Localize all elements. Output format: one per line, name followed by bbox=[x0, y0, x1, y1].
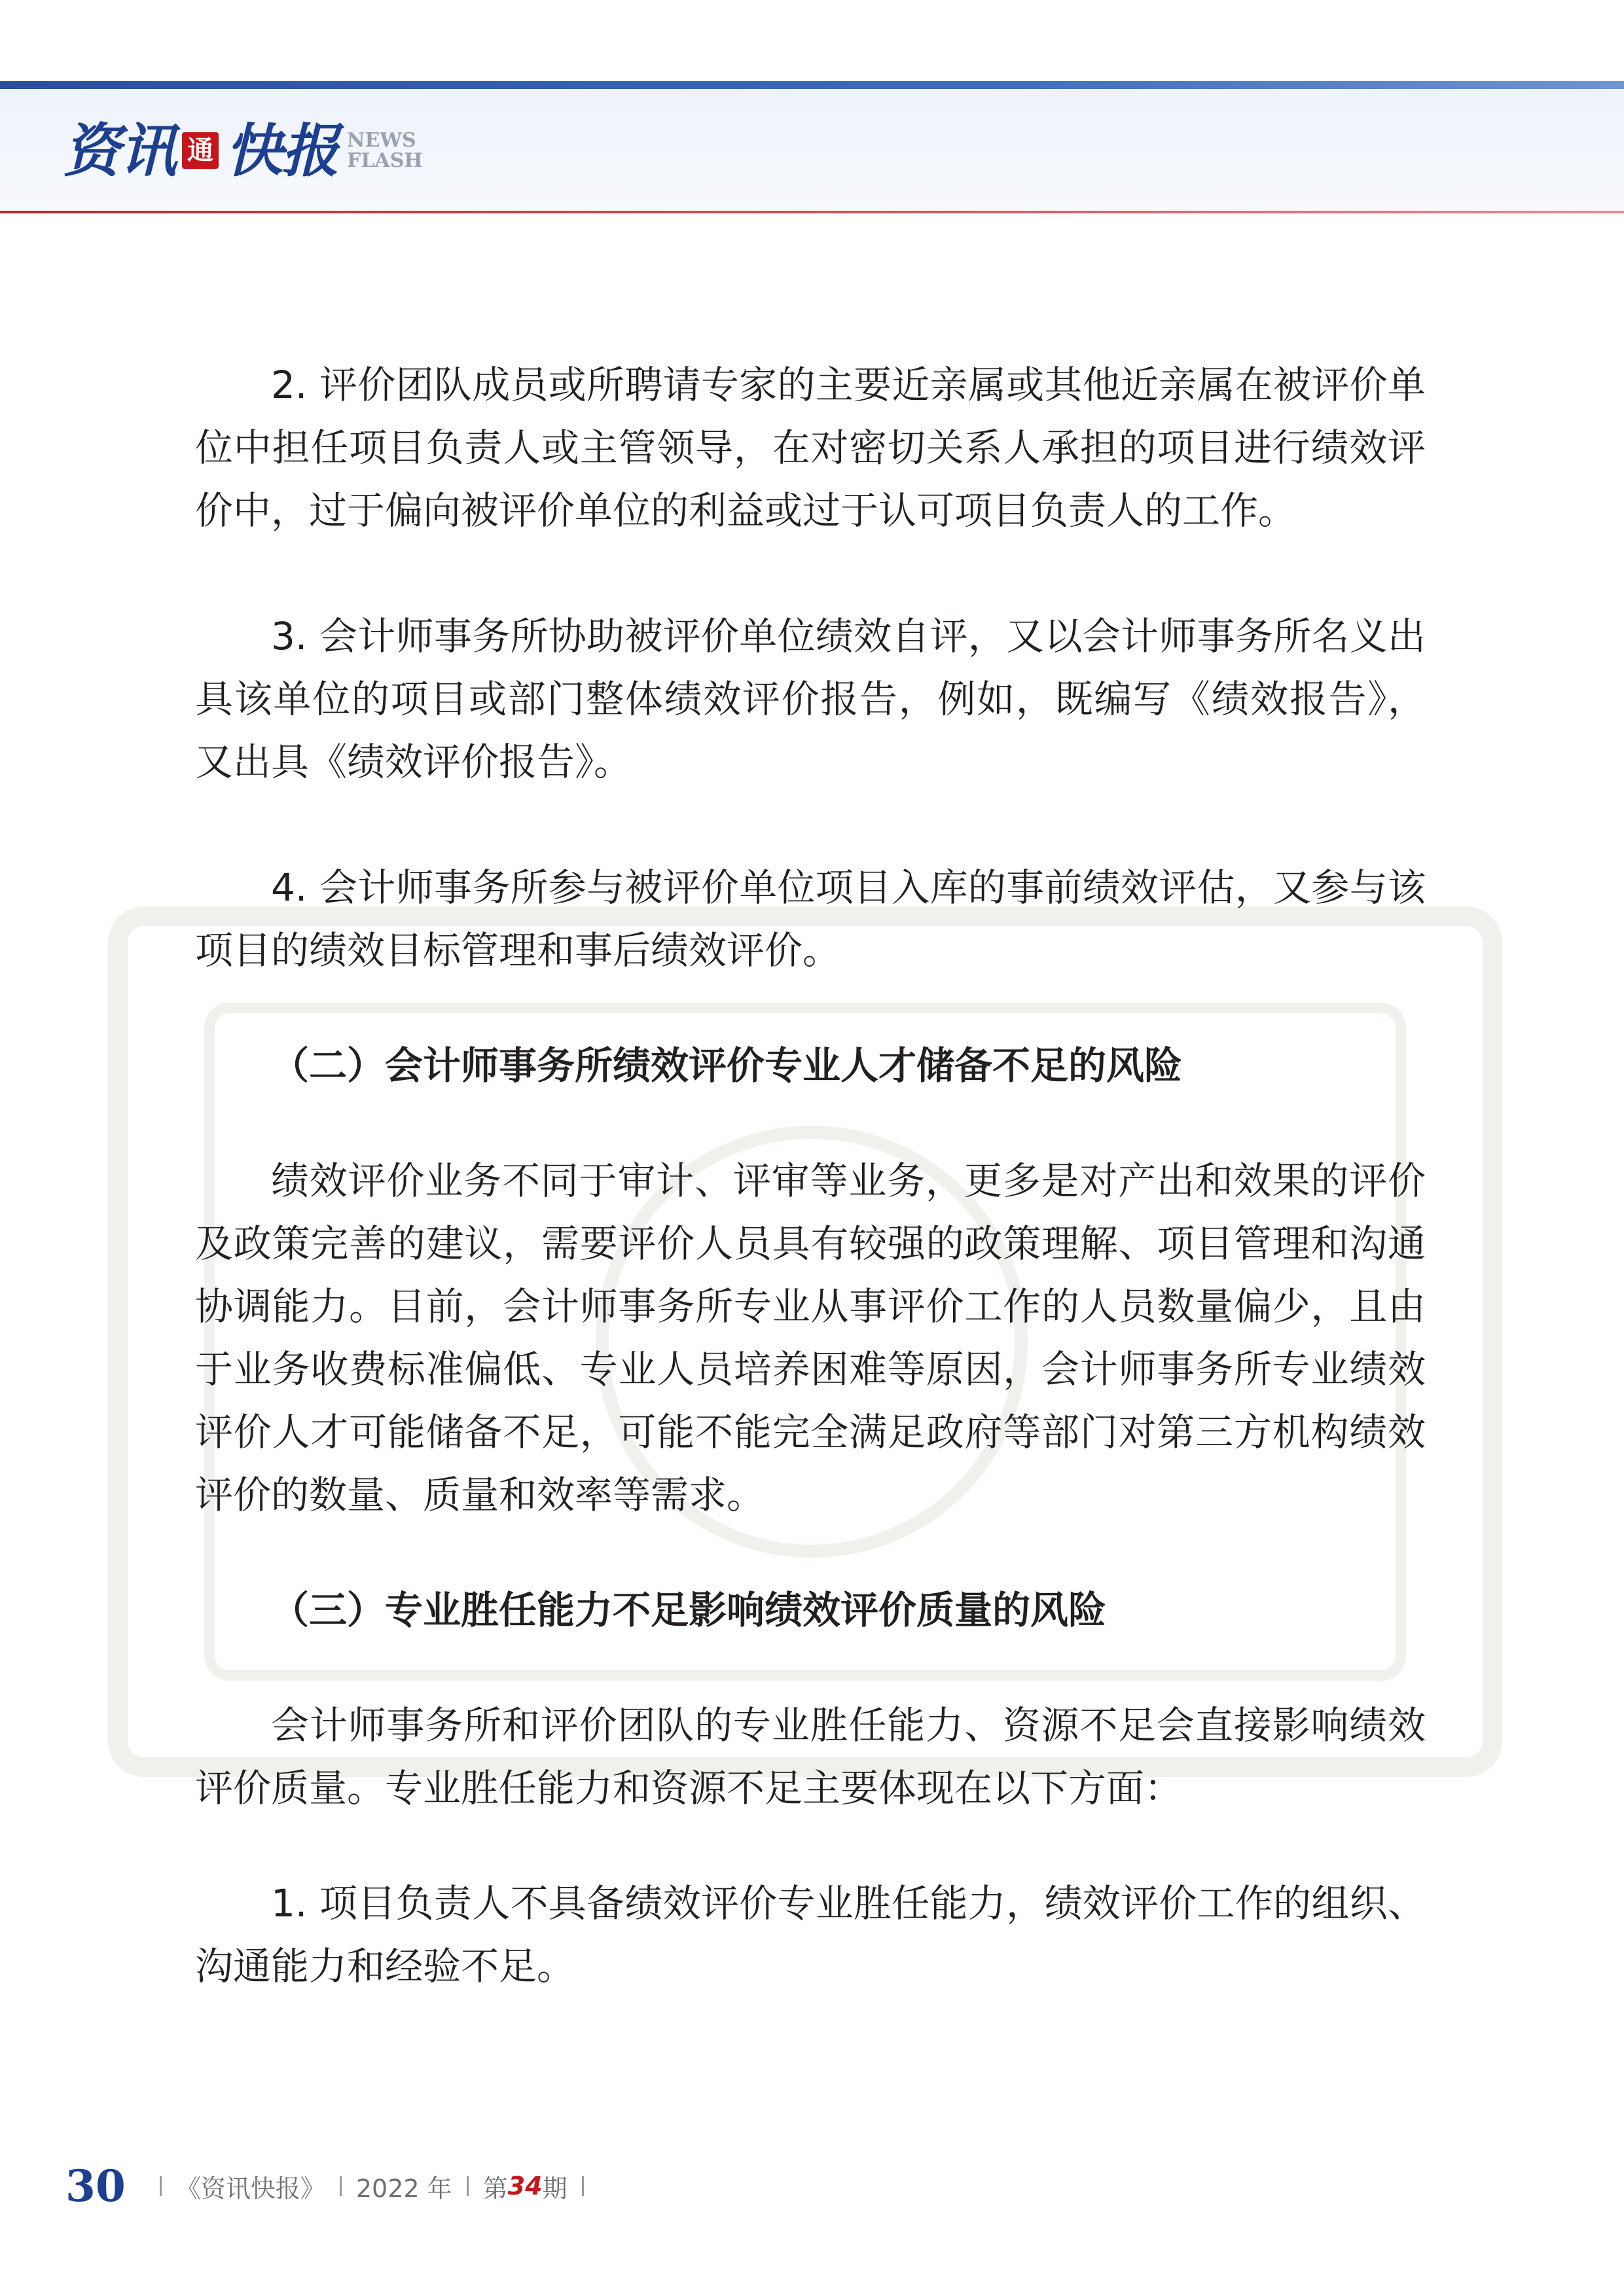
page-footer bbox=[65, 2160, 598, 2212]
paragraph-item-4: 4. 会计师事务所参与被评价单位项目入库的事前绩效评估，又参与该项目的绩效目标管理和事后绩效评价。 bbox=[195, 865, 1426, 973]
footer-separator bbox=[582, 2176, 584, 2196]
section-heading-2: （二）会计师事务所绩效评价专业人才储备不足的风险 bbox=[271, 1043, 1183, 1088]
paragraph-item-3: 3. 会计师事务所协助被评价单位绩效自评，又以会计师事务所名义出具该单位的项目或部门整体绩效评价报告，例如，既编写《绩效报告》，又出具《绩效评价报告》。 bbox=[195, 614, 1426, 784]
footer-issue-prefix: 第 bbox=[482, 2174, 508, 2203]
footer-separator bbox=[467, 2176, 469, 2196]
header-divider bbox=[0, 211, 1624, 213]
masthead-seal: 通 bbox=[182, 132, 219, 169]
paragraph-item-2: 2. 评价团队成员或所聘请专家的主要近亲属或其他近亲属在被评价单位中担任项目负责人或主管领导，在对密切关系人承担的项目进行绩效评价中，过于偏向被评价单位的利益或过于认可项目负责人的工作。 bbox=[195, 363, 1426, 533]
paragraph-talent-risk: 绩效评价业务不同于审计、评审等业务，更多是对产出和效果的评价及政策完善的建议，需要评价人员具有较强的政策理解、项目管理和沟通协调能力。目前，会计师事务所专业从事评价工作的人员数量偏少，且由于业务收费标准偏低、专业人员培养困难等原因，会计师事务所专业绩效评价人才可能储备不足，可能不能完全满足政府等部门对第三方机构绩效评价的数量、质量和效率等需求。 bbox=[195, 1158, 1426, 1517]
footer-meta bbox=[145, 2168, 598, 2204]
masthead-title-part2: 快报 bbox=[225, 117, 338, 185]
masthead-english bbox=[347, 130, 423, 171]
footer-issue-suffix: 期 bbox=[542, 2174, 568, 2203]
masthead-en-line1: NEWS bbox=[347, 128, 416, 152]
footer-separator bbox=[340, 2176, 342, 2196]
article-body bbox=[195, 353, 1426, 1998]
footer-year: 2022 年 bbox=[355, 2174, 452, 2203]
footer-issue-number: 34 bbox=[507, 2172, 543, 2200]
paragraph-competence-intro: 会计师事务所和评价团队的专业胜任能力、资源不足会直接影响绩效评价质量。专业胜任能力和资源不足主要体现在以下方面： bbox=[195, 1703, 1426, 1810]
footer-publication: 《资讯快报》 bbox=[175, 2174, 325, 2203]
paragraph-competence-item-1: 1. 项目负责人不具备绩效评价专业胜任能力，绩效评价工作的组织、沟通能力和经验不足。 bbox=[195, 1881, 1426, 1988]
page-number: 30 bbox=[65, 2161, 126, 2212]
footer-separator bbox=[160, 2176, 162, 2196]
masthead-en-line2: FLASH bbox=[347, 149, 423, 172]
section-heading-3: （三）专业胜任能力不足影响绩效评价质量的风险 bbox=[271, 1588, 1107, 1632]
masthead-title-part1: 资讯 bbox=[63, 117, 176, 185]
masthead-logo bbox=[63, 111, 423, 190]
header-top-bar bbox=[0, 81, 1624, 89]
